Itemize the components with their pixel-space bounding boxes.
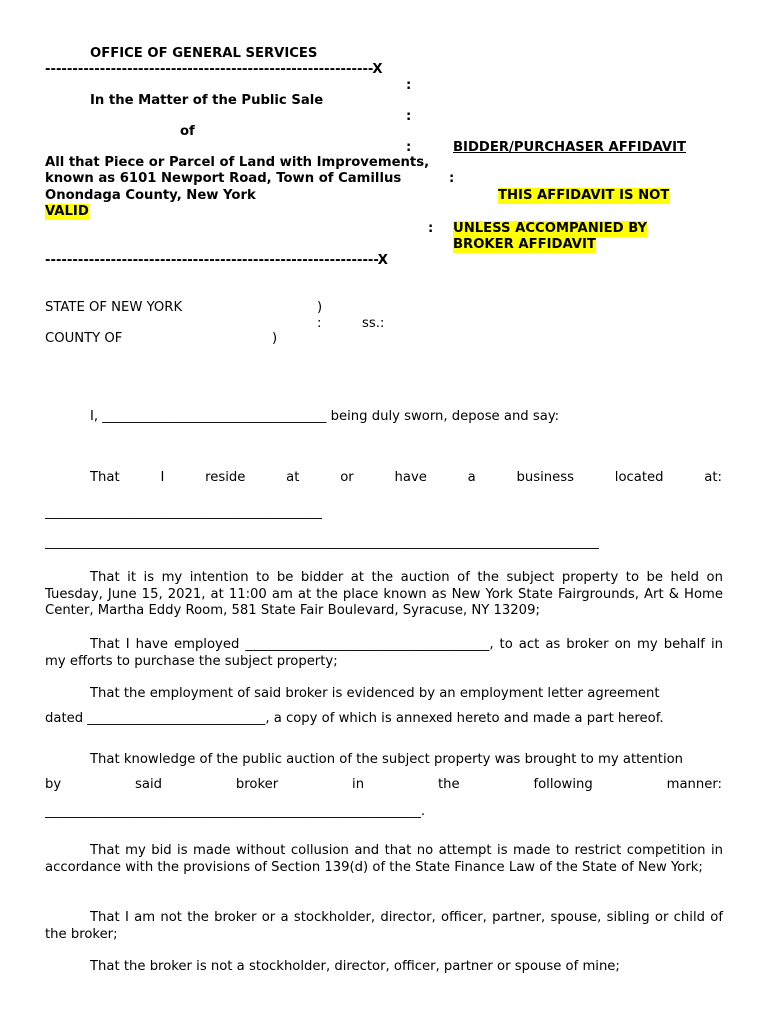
venue-paren: ) (317, 300, 323, 315)
property-description-line-3: Onondaga County, New York (45, 188, 256, 203)
not-broker-paragraph: That I am not the broker or a stockholder, director, officer, partner, spouse, sibling or child of the broker; (45, 910, 723, 942)
validity-warning-line-2: VALID (45, 204, 89, 219)
word: at (286, 470, 300, 485)
matter-line: In the Matter of the Public Sale (90, 93, 324, 108)
word: That (90, 470, 120, 485)
employment-evidence-paragraph: That the employment of said broker is evidenced by an employment letter agreement (90, 686, 660, 701)
word: at: (704, 470, 722, 485)
agency-name: OFFICE OF GENERAL SERVICES (90, 46, 318, 61)
of-word: of (180, 124, 195, 139)
caption-bottom-border: -------------------------------------------------------------X (45, 253, 388, 268)
word: located (614, 470, 664, 485)
validity-warning-line-3: UNLESS ACCOMPANIED BY (453, 221, 648, 236)
word: a (467, 470, 476, 485)
venue-county: COUNTY OF (45, 331, 123, 346)
intention-paragraph: That it is my intention to be bidder at the auction of the subject property to be held on Tuesday, June 15, 2021, at 11:00 am at the place known as New York State Fairgrounds, Art & Home Center, Martha Eddy Room, 581 State Fair Boulevard, Syracuse, NY 13209; (45, 570, 723, 618)
venue-state: STATE OF NEW YORK (45, 300, 183, 315)
collusion-paragraph: That my bid is made without collusion and that no attempt is made to restrict competition in accordance with the provisions of Section 139(d) of the State Finance Law of the State of New York; (45, 843, 723, 875)
word: by (45, 777, 62, 792)
property-description-line-1: All that Piece or Parcel of Land with Improvements, (45, 155, 430, 170)
validity-warning-line-4: BROKER AFFIDAVIT (453, 237, 596, 252)
knowledge-paragraph: That knowledge of the public auction of the subject property was brought to my attention (90, 752, 684, 767)
word: following (533, 777, 593, 792)
document-title: BIDDER/PURCHASER AFFIDAVIT (453, 140, 687, 155)
dated-line: dated ___________________________, a copy of which is annexed hereto and made a part hereof. (45, 711, 664, 726)
caption-top-border: ------------------------------------------------------------X (45, 62, 383, 77)
validity-warning-line-1: THIS AFFIDAVIT IS NOT (498, 188, 670, 203)
property-description-line-2: known as 6101 Newport Road, Town of Camillus (45, 171, 402, 186)
address-blank-1[interactable]: __________________________________________ (45, 505, 322, 520)
employed-paragraph: That I have employed _____________________________________, to act as broker on my behalf in my efforts to purchase the subject property; (45, 637, 723, 669)
caption-colon: : (428, 221, 434, 236)
venue-paren: ) (272, 331, 278, 346)
broker-relation-paragraph: That the broker is not a stockholder, director, officer, partner or spouse of mine; (90, 959, 620, 974)
word: have (394, 470, 427, 485)
word: the (437, 777, 460, 792)
venue-ss: ss.: (362, 316, 385, 331)
word: business (516, 470, 574, 485)
word: broker (235, 777, 279, 792)
manner-line (45, 777, 722, 793)
word: in (352, 777, 365, 792)
address-blank-2[interactable]: ____________________________________________________________________________________ (45, 535, 599, 550)
caption-colon: : (406, 140, 412, 155)
residence-line (90, 470, 722, 486)
word: reside (205, 470, 246, 485)
word: or (340, 470, 354, 485)
word: I (160, 470, 165, 485)
word: manner: (666, 777, 722, 792)
caption-colon: : (406, 109, 412, 124)
caption-colon: : (449, 171, 455, 186)
sworn-statement: I, __________________________________ being duly sworn, depose and say: (90, 409, 560, 424)
caption-colon: : (406, 78, 412, 93)
manner-blank[interactable]: _________________________________________________________. (45, 804, 426, 819)
venue-colon: : (317, 316, 322, 331)
word: said (135, 777, 163, 792)
